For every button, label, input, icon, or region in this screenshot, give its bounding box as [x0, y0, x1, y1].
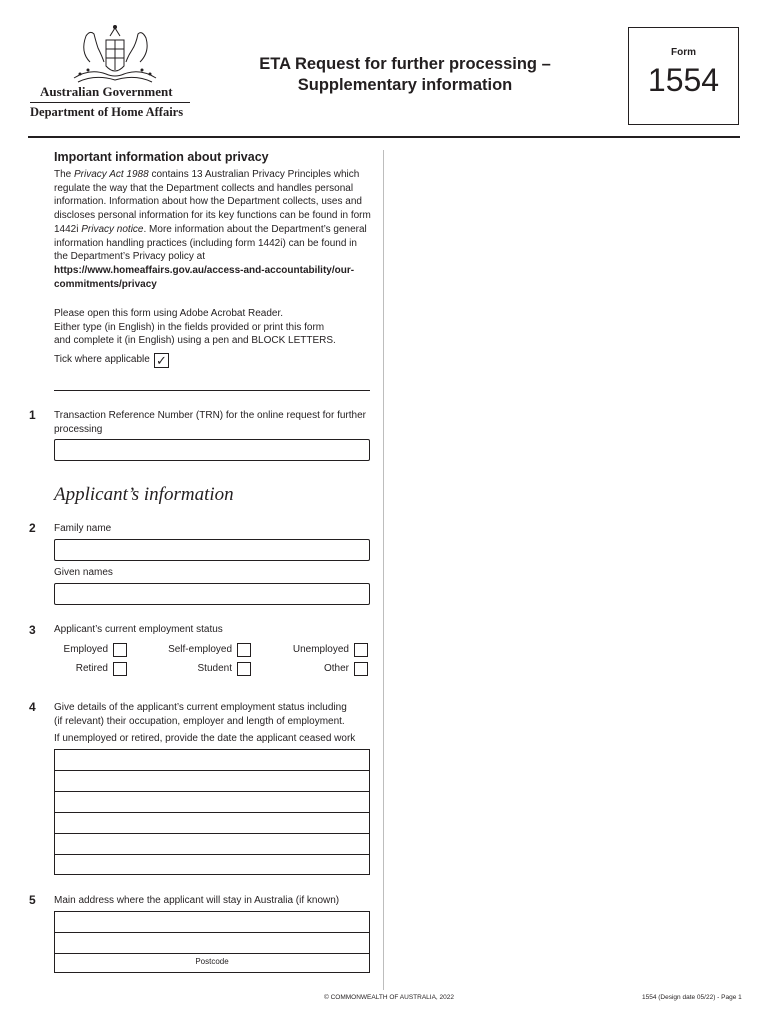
- instruction-line: Either type (in English) in the fields provided or print this form: [54, 321, 325, 333]
- privacy-act-name: Privacy Act 1988: [74, 169, 149, 180]
- department-divider: [30, 102, 190, 103]
- given-names-label: Given names: [54, 567, 113, 578]
- trn-input[interactable]: [54, 439, 370, 461]
- retired-checkbox[interactable]: [113, 662, 127, 676]
- department-name: Department of Home Affairs: [30, 105, 184, 119]
- retired-label: Retired: [75, 663, 108, 674]
- employment-details-line: If unemployed or retired, provide the date the applicant ceased work: [54, 733, 356, 744]
- trn-label: Transaction Reference Number (TRN) for the online request for further processing: [54, 410, 366, 435]
- employment-details-line: (if relevant) their occupation, employer and length of employment.: [54, 715, 345, 727]
- header-divider: [28, 136, 740, 138]
- government-name: Australian Government: [40, 84, 173, 99]
- employment-details-line-2[interactable]: [54, 770, 370, 791]
- employment-details-line-3[interactable]: [54, 791, 370, 812]
- copyright-notice: © COMMONWEALTH OF AUSTRALIA, 2022: [324, 994, 454, 1001]
- instructions: [54, 307, 372, 348]
- page-info: 1554 (Design date 05/22) - Page 1: [642, 994, 742, 1001]
- instruction-line: and complete it (in English) using a pen and BLOCK LETTERS.: [54, 335, 336, 347]
- form-title-line-2: Supplementary information: [297, 76, 513, 94]
- privacy-text: . More information about the Department’s general information handling practices (including form 1442i) can be found in the Department’s Privacy policy at: [54, 223, 367, 263]
- employed-label: Employed: [63, 644, 108, 655]
- other-label: Other: [323, 663, 349, 674]
- privacy-notice-name: Privacy notice: [81, 223, 144, 235]
- privacy-text: The: [54, 169, 75, 180]
- section-divider: [54, 390, 370, 391]
- address-label: Main address where the applicant will stay in Australia (if known): [54, 895, 340, 906]
- applicant-section-title: Applicant’s information: [54, 484, 234, 505]
- coat-of-arms-icon: [60, 22, 170, 86]
- address-line-2[interactable]: [54, 932, 370, 953]
- postcode-label: Postcode: [195, 957, 229, 966]
- form-title-line-1: ETA Request for further processing –: [259, 55, 551, 73]
- employment-details-line-5[interactable]: [54, 833, 370, 854]
- other-checkbox[interactable]: [354, 662, 368, 676]
- employment-details-line-6[interactable]: [54, 854, 370, 875]
- self-employed-label: Self-employed: [168, 644, 232, 655]
- given-names-input[interactable]: [54, 583, 370, 605]
- employment-details-line-1[interactable]: [54, 749, 370, 770]
- question-number-3: 3: [29, 623, 36, 637]
- form-number: 1554: [647, 62, 720, 98]
- employment-details-label: [54, 701, 370, 746]
- address-line-1[interactable]: [54, 911, 370, 932]
- student-checkbox[interactable]: [237, 662, 251, 676]
- privacy-policy-link[interactable]: https://www.homeaffairs.gov.au/access-and-accountability/our-commitments/privacy: [54, 264, 355, 290]
- form-title: [240, 54, 570, 96]
- student-label: Student: [197, 663, 232, 674]
- self-employed-checkbox[interactable]: [237, 643, 251, 657]
- employed-checkbox[interactable]: [113, 643, 127, 657]
- family-name-label: Family name: [54, 523, 112, 534]
- privacy-paragraph: [54, 168, 372, 291]
- column-divider: [383, 150, 384, 990]
- question-number-1: 1: [29, 408, 36, 422]
- unemployed-label: Unemployed: [292, 644, 349, 655]
- question-number-2: 2: [29, 521, 36, 535]
- employment-status-label: Applicant’s current employment status: [54, 624, 223, 635]
- tick-example-checkbox: ✓: [154, 353, 169, 368]
- form-number-box: [628, 27, 739, 125]
- employment-details-line: Give details of the applicant’s current employment status including: [54, 702, 347, 713]
- form-label: Form: [671, 47, 696, 58]
- question-number-4: 4: [29, 700, 36, 714]
- privacy-heading: Important information about privacy: [54, 150, 269, 164]
- tick-instruction: Tick where applicable: [54, 354, 150, 365]
- privacy-text: contains 13 Australian Privacy Principles which regulate the way that the Department collects and handles personal information. Information about how the Department collects, uses and discloses personal information for its key functions can be found in form 1442i: [54, 169, 371, 235]
- instruction-line: Please open this form using Adobe Acrobat Reader.: [54, 308, 284, 319]
- postcode-row[interactable]: [54, 953, 370, 973]
- family-name-input[interactable]: [54, 539, 370, 561]
- question-number-5: 5: [29, 893, 36, 907]
- unemployed-checkbox[interactable]: [354, 643, 368, 657]
- employment-details-line-4[interactable]: [54, 812, 370, 833]
